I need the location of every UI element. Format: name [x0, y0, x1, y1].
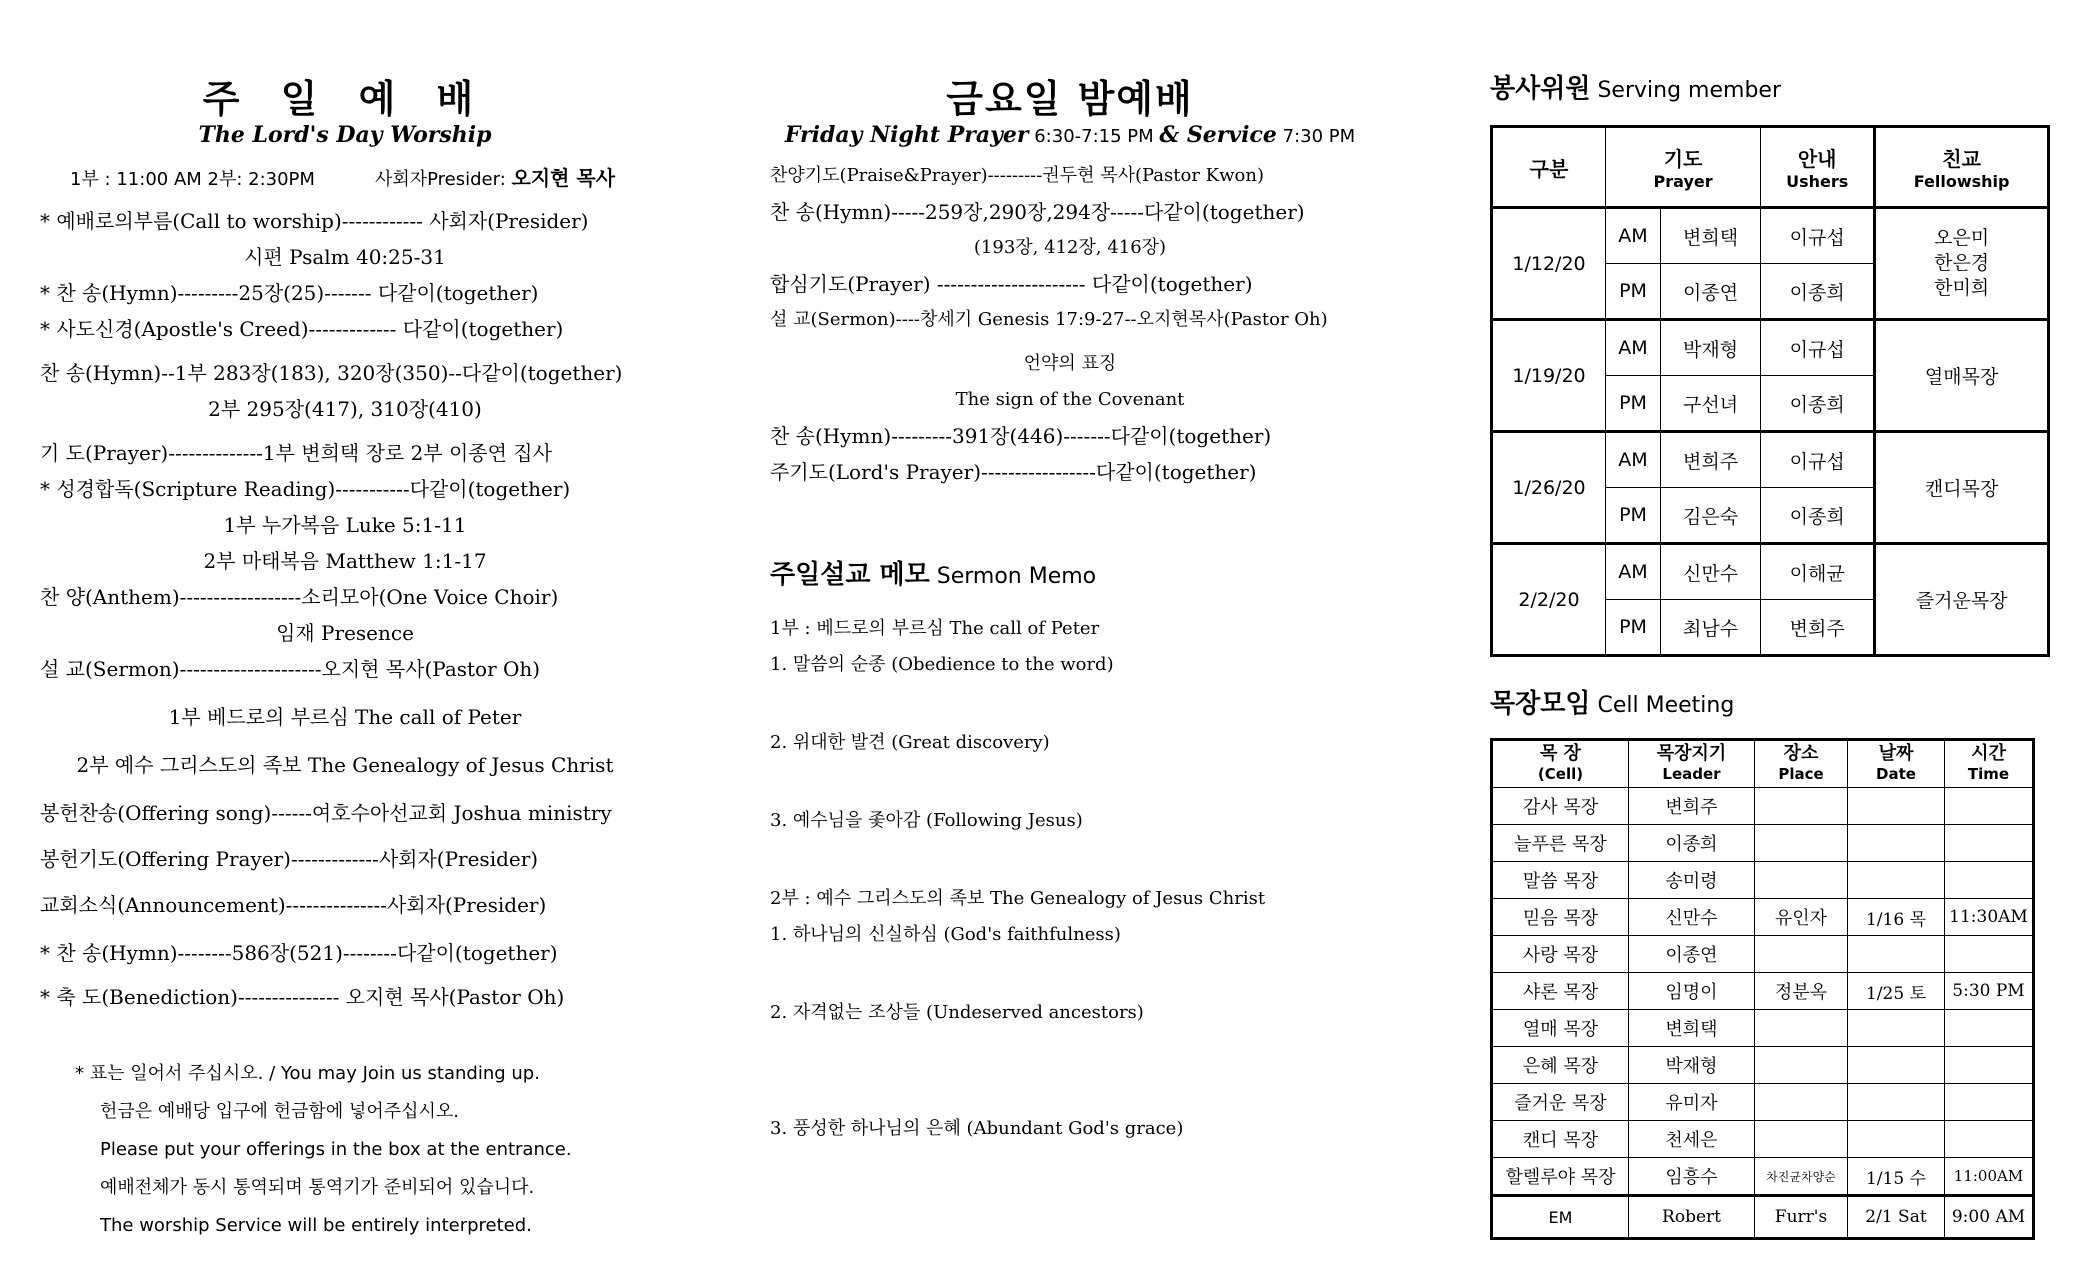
- prayer-name: 박재형: [1661, 320, 1761, 376]
- order-item: 봉헌기도(Offering Prayer)-------------사회자(Presider): [40, 847, 539, 871]
- prayer-name: 구선녀: [1661, 376, 1761, 432]
- usher-name: 이규섭: [1761, 320, 1875, 376]
- sermon-memo-title: [770, 554, 1370, 591]
- order-item: * 사도신경(Apostle's Creed)------------- 다같이(together): [40, 317, 564, 341]
- order-item: 주기도(Lord's Prayer)-----------------다같이(together): [770, 460, 1257, 484]
- note-line: * 표는 일어서 주십시오. / You may Join us standing up.: [75, 1063, 540, 1084]
- sunday-subtitle: The Lord's Day Worship: [198, 122, 492, 148]
- am-label: AM: [1606, 208, 1661, 264]
- usher-name: 이규섭: [1761, 208, 1875, 264]
- usher-name: 이해균: [1761, 544, 1875, 600]
- pm-label: PM: [1606, 376, 1661, 432]
- cell-title-en: Cell Meeting: [1597, 693, 1735, 718]
- usher-name: 변희주: [1761, 600, 1875, 656]
- table-row: 샤론 목장 임명이 정분옥 1/25 토 5:30 PM: [1492, 973, 2034, 1010]
- serving-date: 1/19/20: [1492, 320, 1606, 432]
- order-item: * 예배로의부름(Call to worship)------------ 사회자(Presider): [40, 209, 589, 233]
- order-item: 설 교(Sermon)---------------------오지현 목사(Pastor Oh): [40, 657, 541, 681]
- table-row: 사랑 목장 이종연: [1492, 936, 2034, 973]
- memo-item: 2. 위대한 발견 (Great discovery): [770, 732, 1050, 753]
- order-item: 1부 베드로의 부르심 The call of Peter: [168, 705, 522, 729]
- order-item: 2부 295장(417), 310장(410): [208, 397, 482, 421]
- order-item: 2부 마태복음 Matthew 1:1-17: [203, 549, 487, 573]
- order-item: 찬 송(Hymn)-----259장,290장,294장-----다같이(together): [770, 200, 1305, 224]
- serving-date: 1/12/20: [1492, 208, 1606, 320]
- friday-time-b: 7:30 PM: [1276, 126, 1356, 147]
- table-row: 말씀 목장 송미령: [1492, 862, 2034, 899]
- memo-heading: 2부 : 예수 그리스도의 족보 The Genealogy of Jesus Christ: [770, 888, 1266, 909]
- serving-header-fellowship: 친교 Fellowship: [1875, 127, 2049, 208]
- order-item: 찬 송(Hymn)---------391장(446)-------다같이(together): [770, 424, 1272, 448]
- table-row: EM Robert Furr's 2/1 Sat 9:00 AM: [1492, 1196, 2034, 1239]
- note-line: The worship Service will be entirely interpreted.: [100, 1215, 532, 1236]
- presider-name: 오지현 목사: [511, 166, 616, 190]
- friday-title: 금요일 밤예배: [946, 77, 1194, 121]
- serving-header-prayer: 기도 Prayer: [1606, 127, 1761, 208]
- table-row: 즐거운 목장 유미자: [1492, 1084, 2034, 1121]
- usher-name: 이규섭: [1761, 432, 1875, 488]
- cell-header-date: 날짜 Date: [1848, 740, 1945, 788]
- serving-title-ko: 봉사위원: [1490, 74, 1591, 104]
- pm-label: PM: [1606, 600, 1661, 656]
- usher-name: 이종희: [1761, 376, 1875, 432]
- serving-date: 2/2/20: [1492, 544, 1606, 656]
- sunday-title: 주 일 예 배: [202, 77, 488, 121]
- table-row: 늘푸른 목장 이종희: [1492, 825, 2034, 862]
- table-row: 열매 목장 변희택: [1492, 1010, 2034, 1047]
- fellowship-name: 즐거운목장: [1875, 544, 2049, 656]
- table-row: 믿음 목장 신만수 유인자 1/16 목 11:30AM: [1492, 899, 2034, 936]
- cell-table: [1490, 738, 2035, 1240]
- friday-worship-section: [770, 0, 1370, 1147]
- prayer-name: 변희주: [1661, 432, 1761, 488]
- serving-row: [1492, 544, 2049, 600]
- order-item: * 성경합독(Scripture Reading)-----------다같이(together): [40, 477, 571, 501]
- sunday-worship-section: [40, 0, 650, 1245]
- note-line: 예배전체가 동시 통역되며 통역기가 준비되어 있습니다.: [100, 1177, 535, 1198]
- order-item: * 찬 송(Hymn)---------25장(25)------- 다같이(together): [40, 281, 539, 305]
- prayer-name: 김은숙: [1661, 488, 1761, 544]
- cell-header-time: 시간 Time: [1945, 740, 2034, 788]
- fellowship-name: 열매목장: [1875, 320, 2049, 432]
- serving-header-ushers: 안내 Ushers: [1761, 127, 1875, 208]
- cell-header-place: 장소 Place: [1755, 740, 1848, 788]
- am-label: AM: [1606, 544, 1661, 600]
- memo-item: 1. 하나님의 신실하심 (God's faithfulness): [770, 924, 1121, 945]
- schedule-section: [1490, 0, 2070, 1240]
- serving-date: 1/26/20: [1492, 432, 1606, 544]
- friday-subtitle-b: & Service: [1159, 122, 1277, 148]
- memo-item: 3. 풍성한 하나님의 은혜 (Abundant God's grace): [770, 1118, 1184, 1139]
- memo-item: 1. 말씀의 순종 (Obedience to the word): [770, 654, 1114, 675]
- order-item: * 찬 송(Hymn)--------586장(521)--------다같이(together): [40, 941, 558, 965]
- table-row: 은혜 목장 박재형: [1492, 1047, 2034, 1084]
- fellowship-name: 캔디목장: [1875, 432, 2049, 544]
- order-item: 찬양기도(Praise&Prayer)---------권두현 목사(Pastor Kwon): [770, 165, 1264, 186]
- cell-header-leader: 목장지기 Leader: [1629, 740, 1755, 788]
- order-item: 1부 누가복음 Luke 5:1-11: [223, 513, 467, 537]
- note-line: Please put your offerings in the box at the entrance.: [100, 1139, 572, 1160]
- serving-title-en: Serving member: [1597, 78, 1781, 103]
- service-times: 1부 : 11:00 AM 2부: 2:30PM: [70, 169, 315, 190]
- table-row: 감사 목장 변희주: [1492, 788, 2034, 825]
- serving-title: [1490, 68, 2070, 105]
- fellowship-name: 오은미 한은경 한미희: [1875, 208, 2049, 320]
- order-item: 교회소식(Announcement)---------------사회자(Presider): [40, 893, 547, 917]
- pm-label: PM: [1606, 264, 1661, 320]
- prayer-name: 변희택: [1661, 208, 1761, 264]
- serving-header-division: 구분: [1492, 127, 1606, 208]
- usher-name: 이종희: [1761, 488, 1875, 544]
- order-item: 찬 양(Anthem)------------------소리모아(One Voice Choir): [40, 585, 559, 609]
- order-item: (193장, 412장, 416장): [973, 237, 1167, 258]
- order-item: 찬 송(Hymn)--1부 283장(183), 320장(350)--다같이(together): [40, 361, 623, 385]
- order-item: 설 교(Sermon)----창세기 Genesis 17:9-27--오지현목사(Pastor Oh): [770, 309, 1328, 330]
- order-item: 임재 Presence: [276, 621, 414, 645]
- usher-name: 이종희: [1761, 264, 1875, 320]
- order-item: * 축 도(Benediction)--------------- 오지현 목사(Pastor Oh): [40, 985, 565, 1009]
- order-item: 2부 예수 그리스도의 족보 The Genealogy of Jesus Christ: [76, 753, 614, 777]
- am-label: AM: [1606, 320, 1661, 376]
- pm-label: PM: [1606, 488, 1661, 544]
- friday-subtitle-a: Friday Night Prayer: [784, 122, 1029, 148]
- sermon-memo-title-en: Sermon Memo: [936, 564, 1097, 589]
- serving-row: [1492, 432, 2049, 488]
- friday-subtitle: [770, 122, 1370, 148]
- prayer-name: 신만수: [1661, 544, 1761, 600]
- am-label: AM: [1606, 432, 1661, 488]
- note-line: 헌금은 예배당 입구에 헌금함에 넣어주십시오.: [100, 1101, 459, 1122]
- serving-table: [1490, 125, 2050, 657]
- cell-title: [1490, 683, 2070, 720]
- order-item: 언약의 표징: [1023, 353, 1117, 374]
- serving-row: [1492, 320, 2049, 376]
- cell-header-cell: 목 장 (Cell): [1492, 740, 1629, 788]
- prayer-name: 최남수: [1661, 600, 1761, 656]
- friday-time-a: 6:30-7:15 PM: [1028, 126, 1160, 147]
- memo-item: 2. 자격없는 조상들 (Undeserved ancestors): [770, 1002, 1144, 1023]
- prayer-name: 이종연: [1661, 264, 1761, 320]
- cell-title-ko: 목장모임: [1490, 689, 1591, 719]
- order-item: 기 도(Prayer)--------------1부 변희택 장로 2부 이종연 집사: [40, 441, 552, 465]
- sermon-memo-title-ko: 주일설교 메모: [770, 560, 930, 590]
- notes-block: [40, 1055, 650, 1245]
- order-item: 합심기도(Prayer) ---------------------- 다같이(together): [770, 272, 1253, 296]
- table-row: 할렐루야 목장 임흥수 차진균차양순 1/15 수 11:00AM: [1492, 1158, 2034, 1196]
- order-item: 시편 Psalm 40:25-31: [244, 245, 446, 269]
- serving-row: [1492, 208, 2049, 264]
- order-item: 봉헌찬송(Offering song)------여호수아선교회 Joshua ministry: [40, 801, 612, 825]
- presider-line: [40, 162, 650, 191]
- presider-label: 사회자Presider:: [374, 169, 506, 190]
- memo-item: 3. 예수님을 좇아감 (Following Jesus): [770, 810, 1083, 831]
- memo-heading: 1부 : 베드로의 부르심 The call of Peter: [770, 618, 1100, 639]
- order-item: The sign of the Covenant: [955, 389, 1185, 410]
- table-row: 캔디 목장 천세은: [1492, 1121, 2034, 1158]
